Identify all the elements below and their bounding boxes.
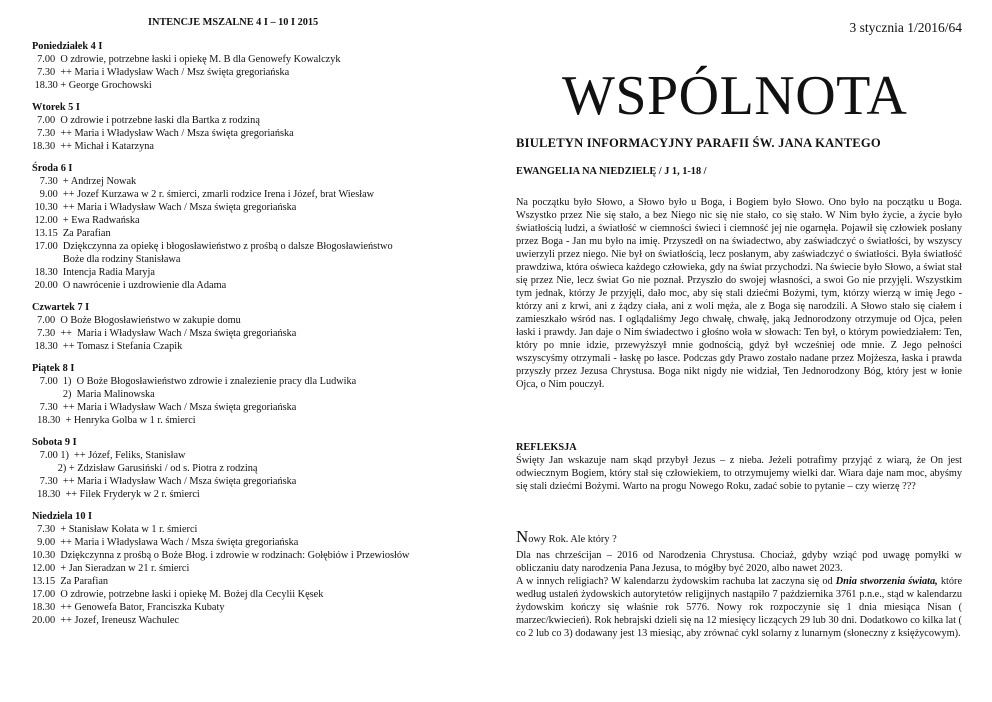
day-tuesday <box>32 101 482 153</box>
day-wednesday <box>32 162 482 292</box>
intention-entry: 10.30 Dziękczynna z prośbą o Boże Błog. i zdrowie w rodzinach: Gołębiów i Przewiosłów <box>32 550 410 561</box>
intention-entry: 20.00 ++ Jozef, Ireneusz Wachulec <box>32 615 179 626</box>
intention-entry: 20.00 O nawrócenie i uzdrowienie dla Adama <box>32 280 227 291</box>
intention-entry: Boże dla rodziny Stanisława <box>32 254 181 265</box>
new-year-text: które według ustaleń żydowskich autorytetów religijnych nastąpiło 7 października 3761 p.n.e., stąd w kalendarzu żydowskim kończy się właśnie rok 5776. Nowy rok rozpoczynie się 1 dnia miesiąca Nisan ( marzec/kwiecień). Rok hebrajski dzieli się na 12 miesięcy liczących 29 lub 30 dni. Dodatkowo co kilka lat ( co 2 lub co 3) dodawany jest 13 miesiąc, aby zrównać cykl solarny z lunarnym (słoneczny z księżycowym). <box>516 576 963 639</box>
intention-entry: 18.30 Intencja Radia Maryja <box>32 267 155 278</box>
new-year-heading <box>516 528 962 549</box>
mass-intentions-column <box>32 16 482 636</box>
new-year-text: A w innych religiach? W kalendarzu żydowskim rachuba lat zaczyna się od <box>516 576 836 587</box>
intention-entry: 10.30 ++ Maria i Władysław Wach / Msza święta gregoriańska <box>32 202 297 213</box>
intention-entry: 12.00 + Ewa Radwańska <box>32 215 140 226</box>
mass-intentions-title: INTENCJE MSZALNE 4 I – 10 I 2015 <box>148 17 319 28</box>
day-heading: Poniedziałek 4 I <box>32 41 103 52</box>
intention-entry: 18.30 + Henryka Golba w 1 r. śmierci <box>32 415 196 426</box>
reflection-section <box>516 441 962 493</box>
gospel-text: Na początku było Słowo, a Słowo było u Boga, i Bogiem było Słowo. Ono było na początku u Boga. Wszystko przez Nie się stało, a bez Niego nic się nie stało, co się stało. W Nim było życie, a życie było światłością ludzi, a światłość w ciemności świeci i ciemność jej nie ogarnęła. Pojawił się człowiek posłany przez Boga - Jan mu było na imię. Przyszedł on na świadectwo, aby zaświadczyć o światłości, by wszyscy uwierzyli przez niego. Nie był on światłością, lecz posłanym, aby zaświadczyć o światłości. Była światłość prawdziwa, która oświeca każdego człowieka, gdy na świat przychodzi. Na świecie było Słowo, a świat stał się przez Nie, lecz świat Go nie poznał. Przyszło do swojej własności, a swoi Go nie przyjęli. Wszystkim tym jednak, którzy Je przyjęli, dało moc, aby się stali dziećmi Bożymi, tym, którzy wierzą w imię Jego - którzy ani z krwi, ani z żądzy ciała, ani z woli męża, ale z Boga się narodzili. A Słowo stało się ciałem i zamieszkało wśród nas. I oglądaliśmy Jego chwałę, chwałę, jaką Jednorodzony otrzymuje od Ojca, pełen łaski i prawdy. Jan daje o Nim świadectwo i głośno woła w słowach: Ten był, o którym powiedziałem: Ten, który po mnie idzie, przewyższył mnie godnością, gdyż był wcześniej ode mnie. Z Jego pełności wszyscyśmy otrzymali - łaskę po łasce. Podczas gdy Prawo zostało nadane przez Mojżesza, łaska i prawda przyszły przez Jezusa Chrystusa. Boga nikt nigdy nie widział, Ten Jednorodzony Bóg, który jest w łonie Ojca, o Nim pouczył. <box>516 197 962 390</box>
new-year-paragraph <box>516 575 962 640</box>
intention-entry: 7.00 1) O Boże Błogosławieństwo zdrowie i znalezienie pracy dla Ludwika <box>32 376 357 387</box>
intention-entry: 7.00 O zdrowie, potrzebne łaski i opiekę M. B dla Genowefy Kowalczyk <box>32 54 341 65</box>
intention-entry: 18.30 ++ Genowefa Bator, Franciszka Kubaty <box>32 602 225 613</box>
new-year-section <box>516 528 962 640</box>
intention-entry: 12.00 + Jan Sieradzan w 21 r. śmierci <box>32 563 190 574</box>
day-sunday <box>32 510 482 627</box>
intention-entry: 2) + Zdzisław Garusiński / od s. Piotra z rodziną <box>32 463 258 474</box>
day-heading: Wtorek 5 I <box>32 102 80 113</box>
bulletin-subtitle: BIULETYN INFORMACYJNY PARAFII ŚW. JANA KANTEGO <box>516 136 881 150</box>
drop-initial: N <box>516 527 529 546</box>
day-heading: Środa 6 I <box>32 163 73 174</box>
intention-entry: 13.15 Za Parafian <box>32 576 109 587</box>
intention-entry: 17.00 Dziękczynna za opiekę i błogosławieństwo z prośbą o dalsze Błogosławieństwo <box>32 241 393 252</box>
intention-entry: 18.30 ++ Tomasz i Stefania Czapik <box>32 341 183 352</box>
intention-entry: 17.00 O zdrowie, potrzebne łaski i opiekę M. Bożej dla Cecylii Kęsek <box>32 589 324 600</box>
intention-entry: 7.30 ++ Maria i Władysław Wach / Msza święta gregoriańska <box>32 328 297 339</box>
masthead-title: WSPÓLNOTA <box>562 65 908 127</box>
intention-entry: 7.00 O zdrowie i potrzebne łaski dla Bartka z rodziną <box>32 115 260 126</box>
day-thursday <box>32 301 482 353</box>
day-monday <box>32 40 482 92</box>
reflection-heading: REFLEKSJA <box>516 442 577 453</box>
issue-date: 3 stycznia 1/2016/64 <box>849 20 962 35</box>
intention-entry: 18.30 ++ Filek Fryderyk w 2 r. śmierci <box>32 489 200 500</box>
reflection-text: Święty Jan wskazuje nam skąd przybył Jezus – z nieba. Jeżeli potrafimy przyjąć z wiarą, że On jest odwiecznym Bogiem, który stał się człowiekiem, to otrzymujemy wielki dar. Wiara daje nam moc, abyśmy się stali dziećmi Bożymi. Warto na progu Nowego Roku, zadać sobie to pytanie – czy wierzę ??? <box>516 455 962 492</box>
intention-entry: 7.30 + Andrzej Nowak <box>32 176 137 187</box>
intention-entry: 7.30 ++ Maria i Władysław Wach / Msz święta gregoriańska <box>32 67 290 78</box>
day-heading: Sobota 9 I <box>32 437 77 448</box>
day-heading: Czwartek 7 I <box>32 302 90 313</box>
intention-entry: 7.00 O Boże Błogosławieństwo w zakupie domu <box>32 315 241 326</box>
new-year-paragraph: Dla nas chrześcijan – 2016 od Narodzenia Chrystusa. Chociaż, gdyby wziąć pod uwagę pomyłki w obliczaniu daty narodzenia Pana Jezusa, to mógłby być 2020, albo nawet 2023. <box>516 550 962 574</box>
intention-entry: 7.30 + Stanisław Kołata w 1 r. śmierci <box>32 524 198 535</box>
day-heading: Piątek 8 I <box>32 363 75 374</box>
gospel-heading: EWANGELIA NA NIEDZIELĘ / J 1, 1-18 / <box>516 166 707 177</box>
intention-entry: 7.30 ++ Maria i Władysław Wach / Msza święta gregoriańska <box>32 402 297 413</box>
creation-day-emphasis: Dnia stworzenia świata, <box>835 576 938 587</box>
intention-entry: 9.00 ++ Jozef Kurzawa w 2 r. śmierci, zmarli rodzice Irena i Józef, brat Wiesław <box>32 189 375 200</box>
day-saturday <box>32 436 482 501</box>
intention-entry: 7.30 ++ Maria i Władysław Wach / Msza święta gregoriańska <box>32 476 297 487</box>
new-year-heading-text: owy Rok. Ale który ? <box>528 534 617 545</box>
intention-entry: 9.00 ++ Maria i Władysława Wach / Msza święta gregoriańska <box>32 537 299 548</box>
day-heading: Niedziela 10 I <box>32 511 93 522</box>
intention-entry: 13.15 Za Parafian <box>32 228 111 239</box>
intention-entry: 18.30 + George Grochowski <box>32 80 152 91</box>
intention-entry: 7.30 ++ Maria i Władysław Wach / Msza święta gregoriańska <box>32 128 294 139</box>
intention-entry: 2) Maria Malinowska <box>32 389 155 400</box>
day-friday <box>32 362 482 427</box>
intention-entry: 7.00 1) ++ Józef, Feliks, Stanisław <box>32 450 186 461</box>
intention-entry: 18.30 ++ Michał i Katarzyna <box>32 141 154 152</box>
